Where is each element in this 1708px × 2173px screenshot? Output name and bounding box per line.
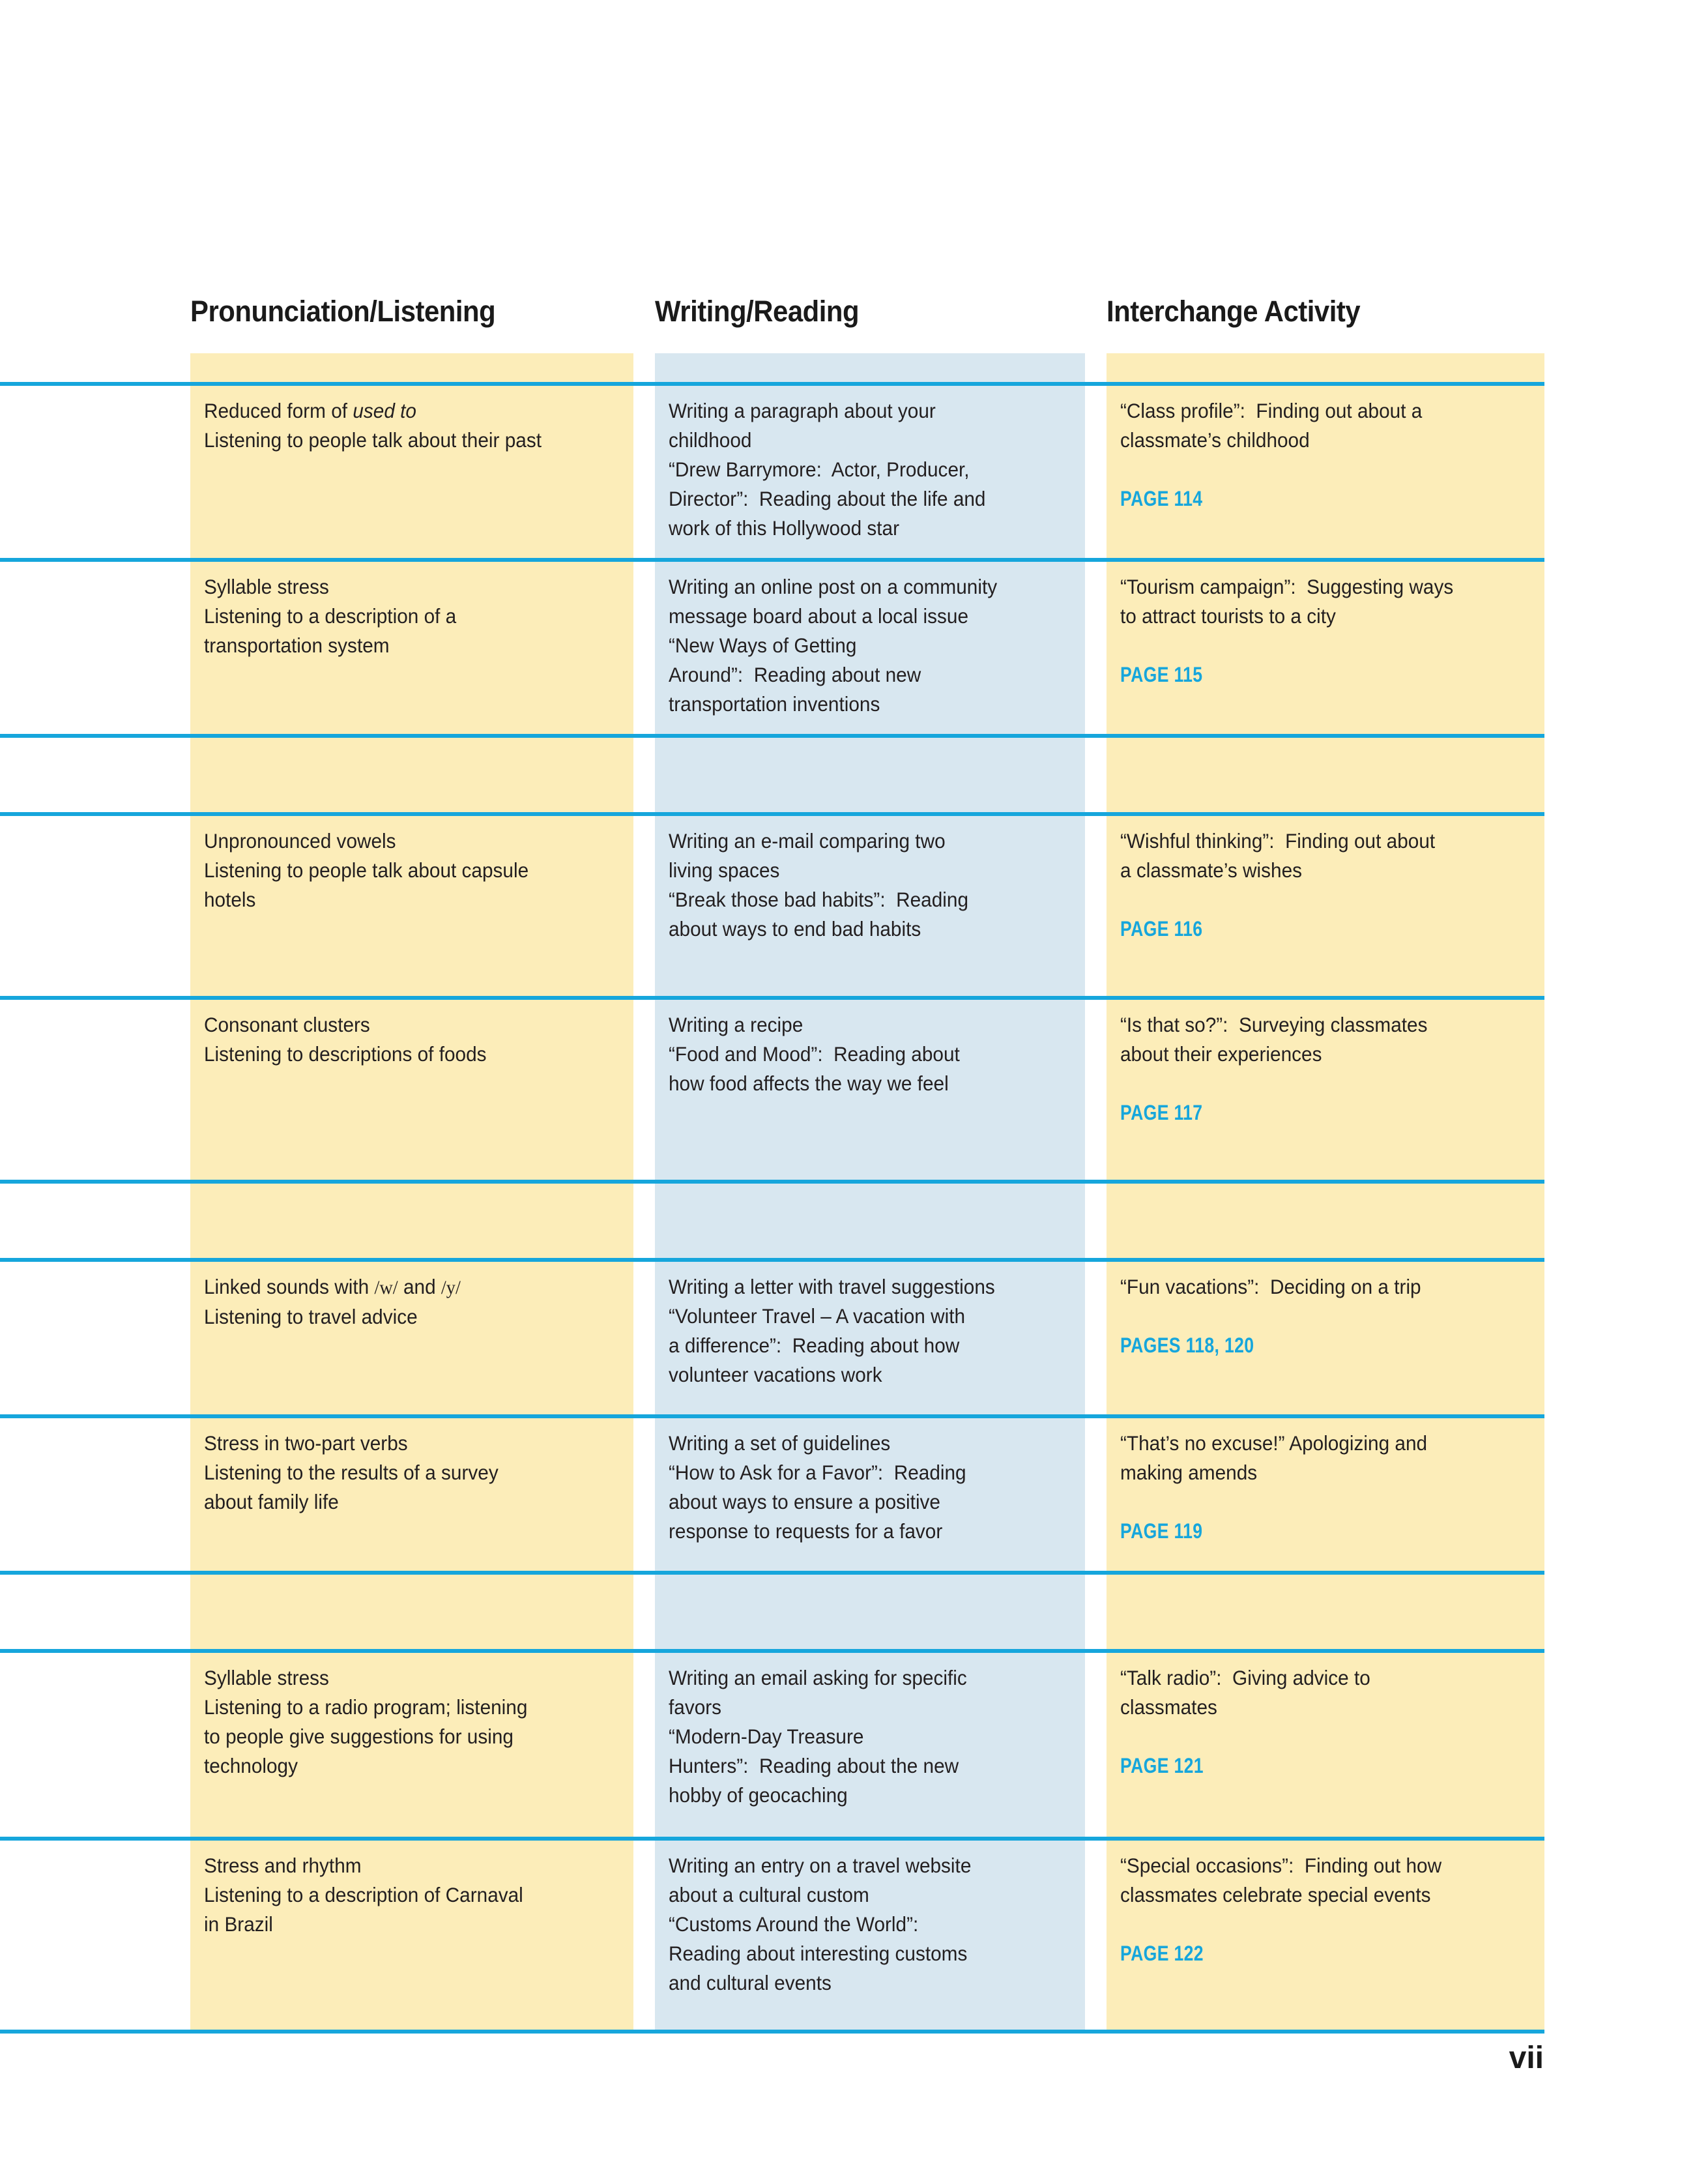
cell-text-fragment: Reduced form of bbox=[204, 399, 353, 422]
page-reference[interactable]: PAGE 116 bbox=[1120, 917, 1203, 941]
cell-line: Writing a set of guidelines bbox=[669, 1431, 891, 1455]
cell-line bbox=[204, 396, 629, 426]
cell-writing-reading bbox=[669, 996, 1082, 1098]
cell-line: Writing an online post on a community bbox=[669, 575, 998, 598]
spacer-strip-pronunciation bbox=[190, 353, 633, 382]
cell-line bbox=[204, 1272, 629, 1302]
page-reference[interactable]: PAGE 117 bbox=[1120, 1101, 1203, 1124]
cell-line: classmates celebrate special events bbox=[1120, 1883, 1431, 1906]
unit-group-spacer bbox=[0, 734, 1708, 812]
cell-line: to attract tourists to a city bbox=[1120, 604, 1336, 628]
cell-line: Hunters”: Reading about the new bbox=[669, 1754, 959, 1777]
cell-writing-reading bbox=[669, 812, 1082, 944]
column-header-interchange-activity: Interchange Activity bbox=[1107, 295, 1361, 328]
cell-line: Listening to the results of a survey bbox=[204, 1461, 499, 1484]
row-margin-strip bbox=[0, 558, 190, 734]
page-reference[interactable]: PAGE 115 bbox=[1120, 663, 1203, 686]
cell-line: Writing a recipe bbox=[669, 1013, 803, 1036]
cell-line: Listening to descriptions of foods bbox=[204, 1042, 487, 1066]
cell-line: Listening to a description of Carnaval bbox=[204, 1883, 523, 1906]
italic-term: used to bbox=[353, 399, 416, 422]
cell-line: living spaces bbox=[669, 858, 780, 882]
cell-writing-reading bbox=[669, 558, 1082, 719]
cell-line: and cultural events bbox=[669, 1971, 832, 1994]
cell-line: Writing a letter with travel suggestions bbox=[669, 1275, 995, 1298]
spacer-strip-writing bbox=[655, 734, 1085, 812]
phonetic-symbol: /w/ bbox=[374, 1277, 398, 1298]
spacer-strip-writing bbox=[655, 353, 1085, 382]
spacer-strip-pronunciation bbox=[190, 1571, 633, 1649]
group-divider-rule bbox=[0, 734, 1544, 738]
page-reference[interactable]: PAGES 118, 120 bbox=[1120, 1334, 1254, 1357]
cell-line: “Wishful thinking”: Finding out about bbox=[1120, 829, 1436, 853]
spacer-strip-pronunciation bbox=[190, 1180, 633, 1258]
row-margin-strip bbox=[0, 1837, 190, 2030]
row-margin-strip bbox=[0, 1649, 190, 1837]
row-margin-strip bbox=[0, 996, 190, 1180]
cell-line: transportation inventions bbox=[669, 692, 880, 716]
unit-group-spacer bbox=[0, 1180, 1708, 1258]
cell-line: “Fun vacations”: Deciding on a trip bbox=[1120, 1275, 1421, 1298]
cell-writing-reading bbox=[669, 1258, 1082, 1390]
page-number: vii bbox=[1509, 2041, 1544, 2075]
cell-line: childhood bbox=[669, 428, 752, 452]
cell-writing-reading bbox=[669, 1649, 1082, 1810]
cell-line: Listening to people talk about capsule bbox=[204, 858, 529, 882]
cell-writing-reading bbox=[669, 1414, 1082, 1546]
spacer-strip-interchange bbox=[1107, 1180, 1544, 1258]
cell-line: “Volunteer Travel – A vacation with bbox=[669, 1304, 966, 1328]
page-reference[interactable]: PAGE 119 bbox=[1120, 1519, 1203, 1543]
spacer-strip-writing bbox=[655, 1180, 1085, 1258]
cell-line: a difference”: Reading about how bbox=[669, 1334, 960, 1357]
cell-pronunciation-listening bbox=[204, 1837, 629, 1939]
spacer-margin-strip bbox=[0, 353, 190, 382]
cell-interchange-activity bbox=[1120, 558, 1545, 690]
cell-interchange-activity bbox=[1120, 1649, 1545, 1781]
spacer-margin-strip bbox=[0, 734, 190, 812]
cell-line: work of this Hollywood star bbox=[669, 516, 900, 540]
row-divider-rule bbox=[0, 812, 1544, 816]
column-header-pronunciation-listening: Pronunciation/Listening bbox=[190, 295, 496, 328]
cell-line: Listening to travel advice bbox=[204, 1305, 418, 1328]
cell-line: Director”: Reading about the life and bbox=[669, 487, 986, 510]
spacer-strip-interchange bbox=[1107, 353, 1544, 382]
row-divider-rule bbox=[0, 558, 1544, 562]
cell-line: Syllable stress bbox=[204, 1666, 329, 1689]
row-divider-rule bbox=[0, 1414, 1544, 1418]
row-divider-rule bbox=[0, 382, 1544, 386]
table-row bbox=[0, 1837, 1708, 2030]
cell-line: classmates bbox=[1120, 1695, 1217, 1719]
cell-line: Stress and rhythm bbox=[204, 1854, 362, 1877]
spacer-strip-pronunciation bbox=[190, 734, 633, 812]
cell-line: in Brazil bbox=[204, 1912, 273, 1936]
cell-line: hotels bbox=[204, 888, 256, 911]
cell-line: “Special occasions”: Finding out how bbox=[1120, 1854, 1442, 1877]
cell-line: favors bbox=[669, 1695, 722, 1719]
cell-line: Consonant clusters bbox=[204, 1013, 370, 1036]
cell-line: “Break those bad habits”: Reading bbox=[669, 888, 969, 911]
row-margin-strip bbox=[0, 1414, 190, 1571]
cell-line: to people give suggestions for using bbox=[204, 1725, 514, 1748]
group-divider-rule bbox=[0, 1180, 1544, 1184]
cell-line: Around”: Reading about new bbox=[669, 663, 921, 686]
cell-line: “Modern-Day Treasure bbox=[669, 1725, 864, 1748]
row-margin-strip bbox=[0, 1258, 190, 1414]
cell-pronunciation-listening bbox=[204, 1258, 629, 1332]
cell-line: Listening to people talk about their past bbox=[204, 428, 542, 452]
cell-line: “Customs Around the World”: bbox=[669, 1912, 919, 1936]
cell-line: “How to Ask for a Favor”: Reading bbox=[669, 1461, 966, 1484]
table-bottom-border bbox=[0, 2030, 1708, 2035]
table-row bbox=[0, 1258, 1708, 1414]
cell-interchange-activity bbox=[1120, 382, 1545, 514]
cell-pronunciation-listening bbox=[204, 812, 629, 914]
spacer-strip-writing bbox=[655, 1571, 1085, 1649]
row-divider-rule bbox=[0, 1837, 1544, 1841]
cell-line: message board about a local issue bbox=[669, 604, 969, 628]
cell-line: about ways to ensure a positive bbox=[669, 1490, 940, 1513]
cell-interchange-activity bbox=[1120, 1258, 1545, 1360]
spacer-strip-interchange bbox=[1107, 734, 1544, 812]
cell-writing-reading bbox=[669, 1837, 1082, 1998]
cell-line: volunteer vacations work bbox=[669, 1363, 882, 1386]
cell-line: a classmate’s wishes bbox=[1120, 858, 1303, 882]
table-row bbox=[0, 382, 1708, 558]
scope-and-sequence-table bbox=[0, 353, 1708, 2035]
cell-text-fragment: and bbox=[398, 1275, 441, 1298]
cell-line: Listening to a description of a bbox=[204, 604, 457, 628]
cell-line: Writing an e-mail comparing two bbox=[669, 829, 946, 853]
table-row bbox=[0, 1649, 1708, 1837]
table-row bbox=[0, 996, 1708, 1180]
cell-line: classmate’s childhood bbox=[1120, 428, 1310, 452]
row-divider-rule bbox=[0, 1649, 1544, 1653]
row-margin-strip bbox=[0, 812, 190, 996]
cell-line: how food affects the way we feel bbox=[669, 1072, 949, 1095]
table-row bbox=[0, 1414, 1708, 1571]
spacer-strip-interchange bbox=[1107, 1571, 1544, 1649]
cell-pronunciation-listening bbox=[204, 382, 629, 455]
cell-line: “Class profile”: Finding out about a bbox=[1120, 399, 1423, 422]
spacer-margin-strip bbox=[0, 1571, 190, 1649]
spacer-margin-strip bbox=[0, 1180, 190, 1258]
cell-line: “Talk radio”: Giving advice to bbox=[1120, 1666, 1370, 1689]
page-reference[interactable]: PAGE 114 bbox=[1120, 487, 1203, 510]
cell-pronunciation-listening bbox=[204, 1649, 629, 1781]
page-reference[interactable]: PAGE 121 bbox=[1120, 1754, 1204, 1777]
cell-line: “Drew Barrymore: Actor, Producer, bbox=[669, 458, 970, 481]
cell-line: “Food and Mood”: Reading about bbox=[669, 1042, 960, 1066]
cell-line: “New Ways of Getting bbox=[669, 634, 857, 657]
row-divider-rule bbox=[0, 1258, 1544, 1262]
cell-line: “Is that so?”: Surveying classmates bbox=[1120, 1013, 1428, 1036]
cell-line: Writing an entry on a travel website bbox=[669, 1854, 972, 1877]
cell-line: transportation system bbox=[204, 634, 390, 657]
row-margin-strip bbox=[0, 382, 190, 558]
cell-writing-reading bbox=[669, 382, 1082, 543]
cell-line: “Tourism campaign”: Suggesting ways bbox=[1120, 575, 1454, 598]
cell-line: about family life bbox=[204, 1490, 339, 1513]
cell-pronunciation-listening bbox=[204, 558, 629, 660]
cell-line: about their experiences bbox=[1120, 1042, 1322, 1066]
cell-interchange-activity bbox=[1120, 996, 1545, 1128]
column-header-writing-reading: Writing/Reading bbox=[655, 295, 860, 328]
page-reference[interactable]: PAGE 122 bbox=[1120, 1942, 1204, 1965]
cell-line: response to requests for a favor bbox=[669, 1519, 943, 1543]
cell-line: about ways to end bad habits bbox=[669, 917, 921, 941]
unit-group-spacer bbox=[0, 353, 1708, 382]
cell-interchange-activity bbox=[1120, 1837, 1545, 1968]
cell-line: Writing a paragraph about your bbox=[669, 399, 936, 422]
cell-line: hobby of geocaching bbox=[669, 1783, 848, 1807]
cell-line: Stress in two-part verbs bbox=[204, 1431, 408, 1455]
unit-group-spacer bbox=[0, 1571, 1708, 1649]
table-bottom-rule bbox=[0, 2030, 1544, 2034]
phonetic-symbol: /y/ bbox=[441, 1277, 461, 1298]
cell-line: Writing an email asking for specific bbox=[669, 1666, 967, 1689]
cell-pronunciation-listening bbox=[204, 996, 629, 1069]
column-headers bbox=[0, 280, 1708, 352]
cell-line: making amends bbox=[1120, 1461, 1258, 1484]
cell-line: about a cultural custom bbox=[669, 1883, 869, 1906]
cell-line: Unpronounced vowels bbox=[204, 829, 396, 853]
cell-interchange-activity bbox=[1120, 812, 1545, 944]
row-divider-rule bbox=[0, 996, 1544, 1000]
cell-line: technology bbox=[204, 1754, 298, 1777]
group-divider-rule bbox=[0, 1571, 1544, 1575]
table-row bbox=[0, 558, 1708, 734]
cell-line: “That’s no excuse!” Apologizing and bbox=[1120, 1431, 1428, 1455]
cell-line: Syllable stress bbox=[204, 575, 329, 598]
cell-line: Listening to a radio program; listening bbox=[204, 1695, 528, 1719]
table-row bbox=[0, 812, 1708, 996]
cell-line: Reading about interesting customs bbox=[669, 1942, 968, 1965]
cell-text-fragment: Linked sounds with bbox=[204, 1275, 375, 1298]
cell-pronunciation-listening bbox=[204, 1414, 629, 1517]
cell-interchange-activity bbox=[1120, 1414, 1545, 1546]
